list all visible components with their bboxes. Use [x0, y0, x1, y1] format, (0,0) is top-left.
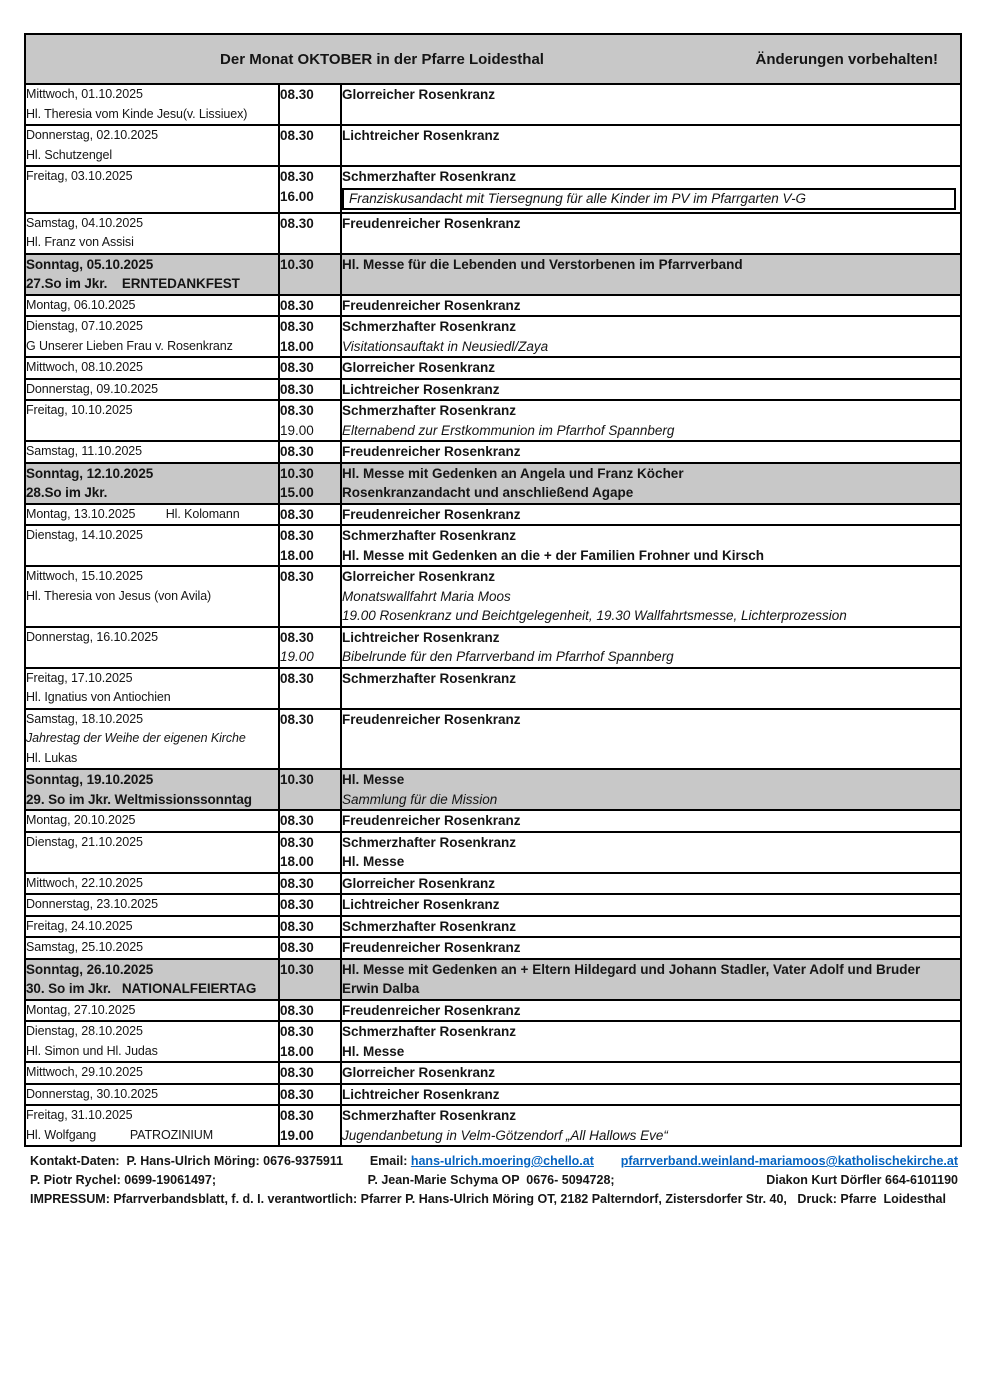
time-value: 15.00 [280, 485, 314, 500]
event-text: Monatswallfahrt Maria Moos [342, 588, 511, 604]
event-text: Lichtreicher Rosenkranz [342, 629, 500, 645]
time-cell [279, 959, 341, 1000]
description-cell [341, 959, 961, 1000]
time-value: 08.30 [280, 670, 314, 686]
time-value: 08.30 [280, 813, 314, 828]
time-cell [279, 873, 341, 895]
description-cell [341, 709, 961, 770]
time-cell [279, 810, 341, 832]
event-text: Hl. Messe mit Gedenken an Angela und Franz Köcher [342, 465, 684, 481]
description-cell [341, 566, 961, 627]
description-cell [341, 810, 961, 832]
description-cell [341, 1000, 961, 1022]
event-text: Freudenreicher Rosenkranz [342, 444, 521, 459]
time-value: 08.30 [280, 629, 314, 645]
event-text: Hl. Messe für die Lebenden und Verstorbenen im Pfarrverband [342, 256, 743, 272]
date-line: G Unserer Lieben Frau v. Rosenkranz [26, 338, 233, 353]
date-line: Hl. Schutzengel [26, 147, 113, 162]
date-cell [25, 1000, 279, 1022]
schedule-row-sunday [25, 463, 961, 504]
time-value: 08.30 [280, 875, 314, 891]
event-text: Schmerzhafter Rosenkranz [342, 1024, 517, 1039]
date-line: Donnerstag, 30.10.2025 [26, 1086, 158, 1101]
date-line: Montag, 06.10.2025 [26, 297, 136, 312]
priest-right: Diakon Kurt Dörfler 664-6101190 [766, 1173, 958, 1187]
date-line: Donnerstag, 02.10.2025 [26, 128, 158, 142]
time-cell [279, 566, 341, 627]
schedule-row [25, 832, 961, 873]
description-cell [341, 379, 961, 401]
date-cell [25, 504, 279, 526]
time-cell [279, 84, 341, 125]
time-value: 08.30 [280, 897, 314, 912]
description-cell [341, 1084, 961, 1106]
description-cell [341, 254, 961, 295]
event-text: Schmerzhafter Rosenkranz [342, 403, 517, 418]
event-text: Freudenreicher Rosenkranz [342, 940, 521, 955]
time-value: 08.30 [280, 360, 314, 375]
time-value: 08.30 [280, 506, 314, 522]
event-text: Sammlung für die Mission [342, 791, 498, 807]
time-value: 08.30 [280, 215, 314, 231]
date-cell [25, 959, 279, 1000]
event-text: Schmerzhafter Rosenkranz [342, 670, 517, 686]
time-cell [279, 832, 341, 873]
schedule-row [25, 84, 961, 125]
time-cell [279, 1084, 341, 1106]
date-cell [25, 810, 279, 832]
event-text: Lichtreicher Rosenkranz [342, 128, 500, 143]
date-cell [25, 316, 279, 357]
time-cell [279, 1062, 341, 1084]
time-value: 18.00 [280, 854, 314, 869]
schedule-row [25, 873, 961, 895]
time-cell [279, 525, 341, 566]
time-cell [279, 627, 341, 668]
description-cell [341, 316, 961, 357]
time-cell [279, 295, 341, 317]
date-cell [25, 832, 279, 873]
date-cell [25, 916, 279, 938]
date-line: Hl. Theresia vom Kinde Jesu(v. Lissiuex) [26, 106, 248, 121]
description-cell [341, 894, 961, 916]
description-cell [341, 937, 961, 959]
date-cell [25, 873, 279, 895]
event-text: Schmerzhafter Rosenkranz [342, 834, 517, 850]
contact-email-group [370, 1152, 594, 1171]
date-cell [25, 1105, 279, 1146]
date-line: Samstag, 11.10.2025 [26, 444, 143, 458]
schedule-body [25, 34, 961, 1146]
date-line: Freitag, 24.10.2025 [26, 918, 133, 933]
schedule-row [25, 166, 961, 213]
description-cell [341, 357, 961, 379]
time-value: 08.30 [280, 1065, 314, 1080]
event-text: Schmerzhafter Rosenkranz [342, 528, 517, 543]
description-cell [341, 525, 961, 566]
schedule-row [25, 668, 961, 709]
date-line: 29. So im Jkr. Weltmissionssonntag [26, 791, 252, 807]
event-text: Hl. Messe [342, 1043, 405, 1059]
schedule-row [25, 504, 961, 526]
time-cell [279, 441, 341, 463]
time-cell [279, 379, 341, 401]
description-cell [341, 166, 961, 213]
description-cell [341, 1021, 961, 1062]
description-cell [341, 84, 961, 125]
footer-contact-line [30, 1152, 958, 1171]
schedule-row [25, 1062, 961, 1084]
time-cell [279, 668, 341, 709]
table-header-cell [25, 34, 961, 84]
schedule-row [25, 1084, 961, 1106]
event-text: Freudenreicher Rosenkranz [342, 1002, 521, 1018]
date-cell [25, 357, 279, 379]
time-value: 10.30 [280, 772, 314, 787]
date-cell [25, 709, 279, 770]
date-line: Sonntag, 12.10.2025 [26, 465, 154, 481]
description-cell [341, 668, 961, 709]
time-cell [279, 1021, 341, 1062]
date-cell [25, 894, 279, 916]
description-cell [341, 504, 961, 526]
event-text: Rosenkranzandacht und anschließend Agape [342, 485, 634, 500]
schedule-row [25, 566, 961, 627]
time-value: 10.30 [280, 256, 314, 272]
time-cell [279, 1000, 341, 1022]
date-line: Mittwoch, 01.10.2025 [26, 87, 143, 101]
date-line: Dienstag, 07.10.2025 [26, 319, 143, 333]
event-text: Schmerzhafter Rosenkranz [342, 918, 517, 934]
date-cell [25, 213, 279, 254]
schedule-row [25, 525, 961, 566]
time-cell [279, 166, 341, 213]
event-text: Schmerzhafter Rosenkranz [342, 169, 517, 184]
event-text: Hl. Messe mit Gedenken an + Eltern Hildegard und Johann Stadler, Vater Adolf und Bruder Erwin Dalba [342, 961, 925, 996]
schedule-row [25, 709, 961, 770]
event-text: Schmerzhafter Rosenkranz [342, 1108, 517, 1123]
schedule-row [25, 400, 961, 441]
event-text: Glorreicher Rosenkranz [342, 87, 496, 102]
description-cell [341, 916, 961, 938]
schedule-row [25, 894, 961, 916]
schedule-row [25, 810, 961, 832]
date-line: Donnerstag, 16.10.2025 [26, 629, 158, 644]
schedule-row [25, 441, 961, 463]
event-text: Glorreicher Rosenkranz [342, 360, 496, 375]
time-value: 08.30 [280, 381, 314, 397]
date-line: Jahrestag der Weihe der eigenen Kirche [26, 731, 246, 745]
date-line: Hl. Theresia von Jesus (von Avila) [26, 588, 212, 603]
table-header-row [25, 34, 961, 84]
time-value: 08.30 [280, 1024, 314, 1039]
description-cell [341, 627, 961, 668]
time-value: 08.30 [280, 528, 314, 543]
time-value: 08.30 [280, 128, 314, 143]
schedule-row [25, 1021, 961, 1062]
date-cell [25, 125, 279, 166]
date-cell [25, 400, 279, 441]
changes-note: Änderungen vorbehalten! [755, 50, 939, 68]
date-line: Mittwoch, 15.10.2025 [26, 569, 143, 583]
date-cell [25, 295, 279, 317]
date-cell [25, 1021, 279, 1062]
date-cell [25, 463, 279, 504]
date-line: Hl. Ignatius von Antiochien [26, 690, 171, 704]
date-line: Donnerstag, 09.10.2025 [26, 381, 158, 396]
schedule-row [25, 627, 961, 668]
schedule-row [25, 295, 961, 317]
time-cell [279, 894, 341, 916]
page-title: Der Monat OKTOBER in der Pfarre Loidesthal [220, 50, 544, 68]
event-text: Freudenreicher Rosenkranz [342, 813, 521, 828]
time-cell [279, 213, 341, 254]
time-value: 16.00 [280, 188, 314, 204]
time-cell [279, 254, 341, 295]
schedule-row [25, 1105, 961, 1146]
event-text: Glorreicher Rosenkranz [342, 875, 496, 891]
event-text: Bibelrunde für den Pfarrverband im Pfarrhof Spannberg [342, 649, 674, 664]
time-value: 19.00 [280, 422, 314, 438]
date-line: Montag, 20.10.2025 [26, 813, 136, 827]
description-cell [341, 463, 961, 504]
time-value: 08.30 [280, 918, 314, 934]
date-line: Freitag, 10.10.2025 [26, 403, 133, 417]
time-value: 19.00 [280, 1127, 314, 1143]
date-line: Hl. Lukas [26, 750, 78, 765]
time-value: 08.30 [280, 834, 314, 850]
event-text: Hl. Messe [342, 772, 405, 787]
footer-priests-line [30, 1171, 958, 1190]
schedule-row [25, 379, 961, 401]
date-line: Freitag, 31.10.2025 [26, 1108, 133, 1122]
date-line: Freitag, 17.10.2025 [26, 670, 133, 685]
date-cell [25, 525, 279, 566]
time-cell [279, 400, 341, 441]
schedule-row-sunday [25, 769, 961, 810]
date-line: 28.So im Jkr. [26, 485, 108, 500]
date-cell [25, 668, 279, 709]
date-cell [25, 441, 279, 463]
date-line: Samstag, 18.10.2025 [26, 711, 143, 726]
time-value: 10.30 [280, 961, 314, 977]
time-cell [279, 463, 341, 504]
event-text: Hl. Messe [342, 854, 405, 869]
date-cell [25, 1062, 279, 1084]
impressum-line: IMPRESSUM: Pfarrverbandsblatt, f. d. I. verantwortlich: Pfarrer P. Hans-Ulrich Möring OT, 2182 Palterndorf, Zistersdorfer Str. 40, Druck: Pfarre Loidesthal [30, 1192, 946, 1206]
time-value: 08.30 [280, 297, 314, 313]
event-text: Glorreicher Rosenkranz [342, 1065, 496, 1080]
date-line: Montag, 27.10.2025 [26, 1002, 136, 1017]
date-cell [25, 166, 279, 213]
description-cell [341, 125, 961, 166]
schedule-row [25, 357, 961, 379]
time-cell [279, 709, 341, 770]
event-text: Lichtreicher Rosenkranz [342, 897, 500, 912]
time-value: 08.30 [280, 569, 314, 584]
date-cell [25, 769, 279, 810]
description-cell [341, 213, 961, 254]
priest-middle: P. Jean-Marie Schyma OP 0676- 5094728; [367, 1173, 615, 1187]
date-cell [25, 84, 279, 125]
schedule-row [25, 213, 961, 254]
date-line: Montag, 13.10.2025 Hl. Kolomann [26, 506, 240, 521]
schedule-row-sunday [25, 959, 961, 1000]
date-line: Sonntag, 19.10.2025 [26, 772, 154, 787]
event-text: Schmerzhafter Rosenkranz [342, 319, 517, 334]
description-cell [341, 873, 961, 895]
schedule-row [25, 937, 961, 959]
description-cell [341, 769, 961, 810]
time-value: 08.30 [280, 711, 314, 727]
date-line: Hl. Simon und Hl. Judas [26, 1043, 158, 1058]
date-line: Hl. Wolfgang PATROZINIUM [26, 1127, 214, 1142]
time-value: 08.30 [280, 1086, 314, 1102]
time-value: 08.30 [280, 403, 314, 418]
date-cell [25, 254, 279, 295]
event-text: Freudenreicher Rosenkranz [342, 506, 521, 522]
schedule-row-sunday [25, 254, 961, 295]
time-value: 08.30 [280, 1002, 314, 1018]
time-value: 08.30 [280, 1108, 314, 1123]
time-cell [279, 916, 341, 938]
boxed-event-text: Franziskusandacht mit Tiersegnung für alle Kinder im PV im Pfarrgarten V-G [342, 188, 956, 210]
time-value: 18.00 [280, 338, 314, 354]
date-line: 27.So im Jkr. ERNTEDANKFEST [26, 276, 240, 291]
date-cell [25, 627, 279, 668]
schedule-row [25, 1000, 961, 1022]
date-line: Freitag, 03.10.2025 [26, 169, 133, 183]
event-text: Hl. Messe mit Gedenken an die + der Familien Frohner und Kirsch [342, 547, 764, 563]
event-text: Lichtreicher Rosenkranz [342, 381, 500, 397]
time-value: 08.30 [280, 940, 314, 955]
schedule-row [25, 316, 961, 357]
date-line: Dienstag, 14.10.2025 [26, 528, 143, 542]
time-value: 08.30 [280, 444, 314, 459]
time-cell [279, 125, 341, 166]
date-line: Donnerstag, 23.10.2025 [26, 897, 158, 911]
date-line: Sonntag, 05.10.2025 [26, 256, 154, 272]
schedule-table [24, 33, 962, 1147]
date-line: Mittwoch, 08.10.2025 [26, 360, 143, 374]
time-cell [279, 769, 341, 810]
event-text: Visitationsauftakt in Neusiedl/Zaya [342, 338, 549, 354]
event-text: Glorreicher Rosenkranz [342, 569, 496, 584]
event-text: Lichtreicher Rosenkranz [342, 1086, 500, 1102]
description-cell [341, 1062, 961, 1084]
email-link-2[interactable]: pfarrverband.weinland-mariamoos@katholischekirche.at [620, 1154, 958, 1168]
description-cell [341, 441, 961, 463]
time-value: 10.30 [280, 465, 314, 481]
time-cell [279, 357, 341, 379]
date-line: Samstag, 04.10.2025 [26, 215, 143, 230]
description-cell [341, 1105, 961, 1146]
date-cell [25, 1084, 279, 1106]
date-line: 30. So im Jkr. NATIONALFEIERTAG [26, 981, 257, 996]
time-cell [279, 937, 341, 959]
date-line: Dienstag, 21.10.2025 [26, 834, 143, 849]
priest-left: P. Piotr Rychel: 0699-19061497; [30, 1173, 216, 1187]
date-line: Dienstag, 28.10.2025 [26, 1024, 143, 1038]
time-value: 19.00 [280, 649, 314, 664]
time-value: 08.30 [280, 319, 314, 334]
date-line: Mittwoch, 29.10.2025 [26, 1065, 143, 1079]
date-line: Mittwoch, 22.10.2025 [26, 875, 143, 890]
description-cell [341, 400, 961, 441]
date-cell [25, 379, 279, 401]
time-cell [279, 1105, 341, 1146]
event-text: Jugendanbetung in Velm-Götzendorf „All Hallows Eve“ [342, 1127, 668, 1143]
description-cell [341, 832, 961, 873]
event-text: Freudenreicher Rosenkranz [342, 711, 521, 727]
description-cell [341, 295, 961, 317]
schedule-row [25, 916, 961, 938]
date-line: Sonntag, 26.10.2025 [26, 961, 154, 977]
date-line: Samstag, 25.10.2025 [26, 940, 143, 954]
time-value: 08.30 [280, 87, 314, 102]
contact-left: Kontakt-Daten: P. Hans-Ulrich Möring: 0676-9375911 [30, 1154, 344, 1168]
email-link-1[interactable]: hans-ulrich.moering@chello.at [410, 1154, 594, 1168]
time-value: 18.00 [280, 1043, 314, 1059]
date-line: Hl. Franz von Assisi [26, 235, 134, 249]
time-value: 18.00 [280, 547, 314, 563]
date-cell [25, 566, 279, 627]
time-value: 08.30 [280, 169, 314, 184]
event-text: Freudenreicher Rosenkranz [342, 297, 521, 313]
footer [24, 1147, 960, 1209]
schedule-row [25, 125, 961, 166]
event-text: Elternabend zur Erstkommunion im Pfarrhof Spannberg [342, 422, 675, 438]
email-label: Email: [369, 1154, 411, 1168]
event-text: Freudenreicher Rosenkranz [342, 215, 521, 231]
time-cell [279, 316, 341, 357]
time-cell [279, 504, 341, 526]
date-cell [25, 937, 279, 959]
event-text: 19.00 Rosenkranz und Beichtgelegenheit, 19.30 Wallfahrtsmesse, Lichterprozession [342, 608, 847, 623]
